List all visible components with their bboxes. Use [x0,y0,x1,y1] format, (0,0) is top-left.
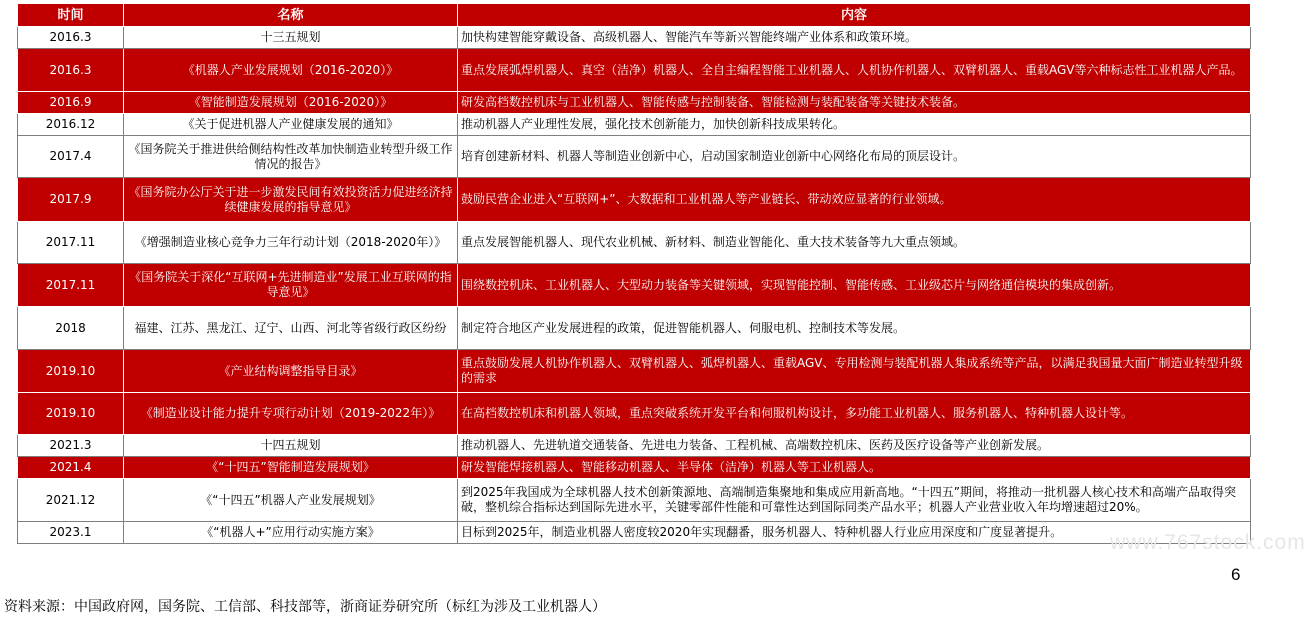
cell-name: 《“十四五”机器人产业发展规划》 [124,479,458,522]
table-row [18,435,1251,457]
source-note: 资料来源：中国政府网，国务院、工信部、科技部等，浙商证券研究所（标红为涉及工业机器人） [4,599,606,615]
table-row [18,393,1251,435]
cell-date: 2017.11 [18,264,124,307]
cell-content: 推动机器人产业理性发展，强化技术创新能力，加快创新科技成果转化。 [458,114,1251,136]
table-row [18,49,1251,92]
cell-name: 福建、江苏、黑龙江、辽宁、山西、河北等省级行政区纷纷 [124,307,458,350]
table-header-row [18,4,1251,27]
cell-date: 2021.12 [18,479,124,522]
cell-name: 《国务院办公厅关于进一步激发民间有效投资活力促进经济持续健康发展的指导意见》 [124,178,458,222]
table-row [18,178,1251,222]
cell-name: 十三五规划 [124,27,458,49]
cell-name: 《智能制造发展规划（2016-2020）》 [124,92,458,114]
table-row [18,92,1251,114]
header-content: 内容 [458,4,1251,27]
cell-date: 2019.10 [18,393,124,435]
table-row [18,27,1251,49]
cell-name: 《增强制造业核心竞争力三年行动计划（2018-2020年）》 [124,222,458,264]
cell-date: 2017.9 [18,178,124,222]
cell-content: 重点鼓励发展人机协作机器人、双臂机器人、弧焊机器人、重载AGV、专用检测与装配机器人集成系统等产品，以满足我国量大面广制造业转型升级的需求 [458,350,1251,393]
cell-date: 2016.3 [18,27,124,49]
table-row [18,222,1251,264]
cell-content: 研发高档数控机床与工业机器人、智能传感与控制装备、智能检测与装配装备等关键技术装备。 [458,92,1251,114]
cell-date: 2016.12 [18,114,124,136]
table-row [18,522,1251,544]
cell-content: 到2025年我国成为全球机器人技术创新策源地、高端制造集聚地和集成应用新高地。“十四五”期间，将推动一批机器人核心技术和高端产品取得突破，整机综合指标达到国际先进水平，关键零部件性能和可靠性达到国际同类产品水平；机器人产业营业收入年均增速超过20%。 [458,479,1251,522]
cell-content: 研发智能焊接机器人、智能移动机器人、半导体（洁净）机器人等工业机器人。 [458,457,1251,479]
cell-date: 2023.1 [18,522,124,544]
cell-name: 《产业结构调整指导目录》 [124,350,458,393]
cell-content: 制定符合地区产业发展进程的政策，促进智能机器人、伺服电机、控制技术等发展。 [458,307,1251,350]
policy-table [17,3,1251,544]
cell-date: 2019.10 [18,350,124,393]
cell-name: 《国务院关于推进供给侧结构性改革加快制造业转型升级工作情况的报告》 [124,136,458,178]
cell-name: 《国务院关于深化“互联网+先进制造业”发展工业互联网的指导意见》 [124,264,458,307]
cell-name: 《“机器人+”应用行动实施方案》 [124,522,458,544]
cell-content: 推动机器人、先进轨道交通装备、先进电力装备、工程机械、高端数控机床、医药及医疗设备等产业创新发展。 [458,435,1251,457]
table-body [18,27,1251,544]
cell-content: 目标到2025年，制造业机器人密度较2020年实现翻番，服务机器人、特种机器人行业应用深度和广度显著提升。 [458,522,1251,544]
cell-name: 《关于促进机器人产业健康发展的通知》 [124,114,458,136]
cell-content: 重点发展弧焊机器人、真空（洁净）机器人、全自主编程智能工业机器人、人机协作机器人、双臂机器人、重载AGV等六种标志性工业机器人产品。 [458,49,1251,92]
cell-content: 重点发展智能机器人、现代农业机械、新材料、制造业智能化、重大技术装备等九大重点领域。 [458,222,1251,264]
watermark-text: www.767stock.com [1110,531,1306,554]
cell-content: 围绕数控机床、工业机器人、大型动力装备等关键领域，实现智能控制、智能传感、工业级芯片与网络通信模块的集成创新。 [458,264,1251,307]
cell-date: 2016.3 [18,49,124,92]
table-row [18,350,1251,393]
table-row [18,457,1251,479]
page-number: 6 [1231,565,1241,584]
table-row [18,307,1251,350]
cell-content: 在高档数控机床和机器人领域，重点突破系统开发平台和伺服机构设计，多功能工业机器人、服务机器人、特种机器人设计等。 [458,393,1251,435]
table-row [18,136,1251,178]
cell-date: 2021.4 [18,457,124,479]
table-row [18,479,1251,522]
cell-date: 2021.3 [18,435,124,457]
cell-content: 鼓励民营企业进入“互联网+”、大数据和工业机器人等产业链长、带动效应显著的行业领域。 [458,178,1251,222]
cell-date: 2016.9 [18,92,124,114]
table-row [18,114,1251,136]
cell-date: 2017.4 [18,136,124,178]
cell-name: 《制造业设计能力提升专项行动计划（2019-2022年）》 [124,393,458,435]
cell-content: 加快构建智能穿戴设备、高级机器人、智能汽车等新兴智能终端产业体系和政策环境。 [458,27,1251,49]
header-date: 时间 [18,4,124,27]
header-name: 名称 [124,4,458,27]
cell-name: 《“十四五”智能制造发展规划》 [124,457,458,479]
cell-name: 十四五规划 [124,435,458,457]
table-row [18,264,1251,307]
cell-name: 《机器人产业发展规划（2016-2020）》 [124,49,458,92]
cell-date: 2018 [18,307,124,350]
cell-date: 2017.11 [18,222,124,264]
cell-content: 培育创建新材料、机器人等制造业创新中心，启动国家制造业创新中心网络化布局的顶层设计。 [458,136,1251,178]
